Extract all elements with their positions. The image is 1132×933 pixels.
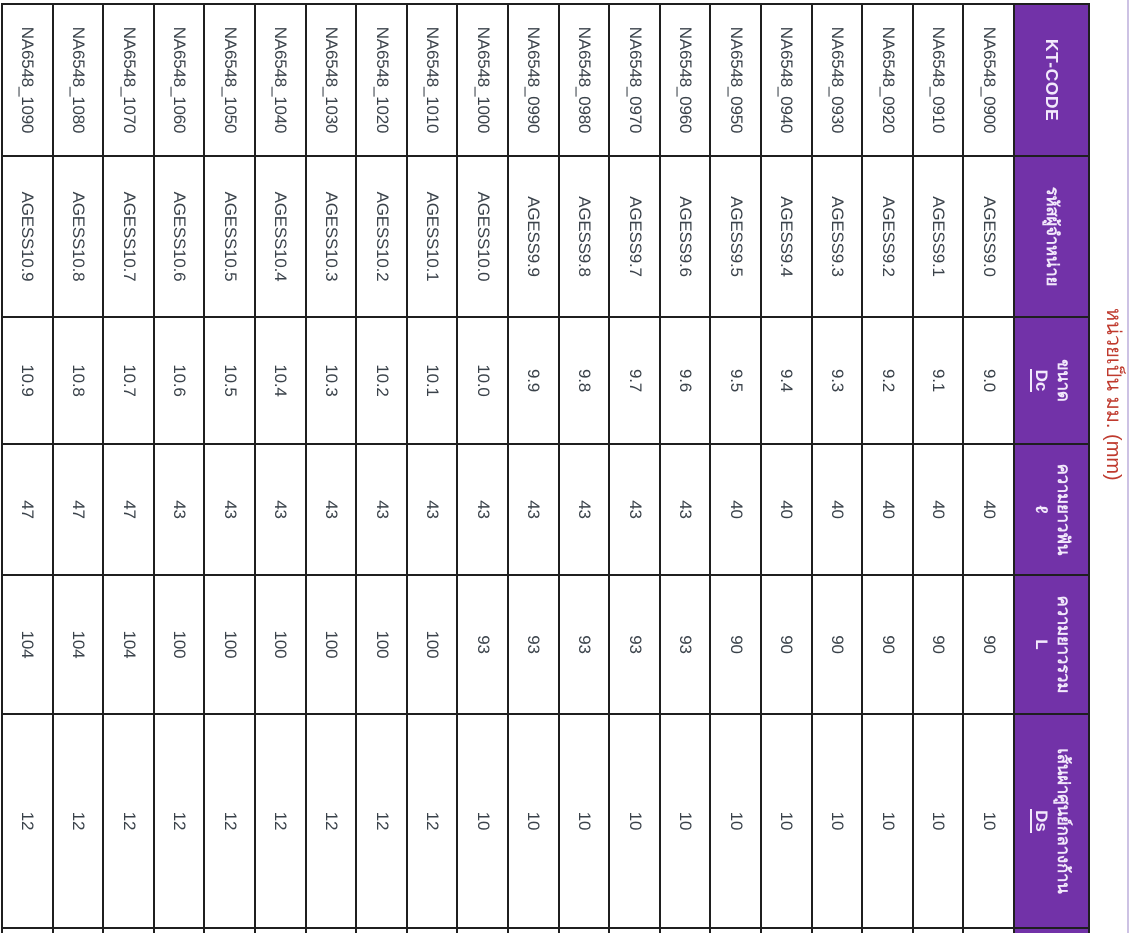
table-cell: 9.2 bbox=[862, 317, 913, 444]
table-row bbox=[913, 4, 964, 933]
table-cell: 43 bbox=[154, 444, 205, 575]
table-cell: 43 bbox=[255, 444, 306, 575]
table-cell: 93 bbox=[508, 575, 559, 714]
table-cell: 9.0 bbox=[963, 317, 1014, 444]
table-cell: 10 bbox=[609, 714, 660, 928]
table-cell: 40 bbox=[963, 444, 1014, 575]
table-cell: NA6548_1000 bbox=[457, 4, 508, 156]
table-cell: 9.9 bbox=[508, 317, 559, 444]
table-cell: AGESS10.5 bbox=[205, 156, 256, 317]
table-cell: 43 bbox=[457, 444, 508, 575]
table-cell: 10.8 bbox=[53, 317, 104, 444]
header-row bbox=[1014, 4, 1089, 933]
table-cell: 10 bbox=[761, 714, 812, 928]
table-cell-partial bbox=[913, 928, 964, 933]
table-row bbox=[660, 4, 711, 933]
table-cell-partial bbox=[2, 928, 53, 933]
table-cell: 12 bbox=[103, 714, 154, 928]
table-cell: NA6548_0980 bbox=[559, 4, 610, 156]
table-cell: 93 bbox=[660, 575, 711, 714]
table-row bbox=[963, 4, 1014, 933]
table-cell: 10.3 bbox=[306, 317, 357, 444]
table-cell: 43 bbox=[356, 444, 407, 575]
table-cell: 104 bbox=[2, 575, 53, 714]
table-cell: 10.6 bbox=[154, 317, 205, 444]
header-cell-overall-length bbox=[1014, 575, 1089, 714]
table-cell: NA6548_1080 bbox=[53, 4, 104, 156]
table-cell: NA6548_0930 bbox=[812, 4, 863, 156]
table-cell: 43 bbox=[508, 444, 559, 575]
table-cell: AGESS10.8 bbox=[53, 156, 104, 317]
spec-table bbox=[1, 3, 1090, 933]
table-cell: AGESS9.3 bbox=[812, 156, 863, 317]
table-row bbox=[761, 4, 812, 933]
table-cell: NA6548_0970 bbox=[609, 4, 660, 156]
table-row bbox=[255, 4, 306, 933]
table-cell: 40 bbox=[710, 444, 761, 575]
table-cell: NA6548_0990 bbox=[508, 4, 559, 156]
table-body bbox=[2, 4, 1014, 933]
table-cell: 10.9 bbox=[2, 317, 53, 444]
table-cell: 100 bbox=[205, 575, 256, 714]
header-label: ความยาวรวม bbox=[1054, 595, 1073, 694]
table-cell-partial bbox=[862, 928, 913, 933]
table-row bbox=[53, 4, 104, 933]
table-cell: NA6548_0910 bbox=[913, 4, 964, 156]
table-cell: 90 bbox=[710, 575, 761, 714]
table-cell: AGESS9.2 bbox=[862, 156, 913, 317]
table-row bbox=[609, 4, 660, 933]
table-cell: 12 bbox=[356, 714, 407, 928]
table-cell: 90 bbox=[761, 575, 812, 714]
table-cell: 12 bbox=[255, 714, 306, 928]
table-cell: 100 bbox=[407, 575, 458, 714]
table-row bbox=[508, 4, 559, 933]
table-cell: 9.4 bbox=[761, 317, 812, 444]
table-row bbox=[407, 4, 458, 933]
table-cell: 47 bbox=[103, 444, 154, 575]
table-cell: 40 bbox=[913, 444, 964, 575]
table-cell: 43 bbox=[609, 444, 660, 575]
table-cell: NA6548_0900 bbox=[963, 4, 1014, 156]
header-cell-shank-diameter bbox=[1014, 714, 1089, 928]
table-cell: 10 bbox=[812, 714, 863, 928]
table-cell: 12 bbox=[306, 714, 357, 928]
table-cell-partial bbox=[103, 928, 154, 933]
table-cell: 104 bbox=[53, 575, 104, 714]
table-cell: 43 bbox=[407, 444, 458, 575]
table-cell: AGESS10.3 bbox=[306, 156, 357, 317]
header-label: KT-CODE bbox=[1041, 38, 1062, 122]
table-cell: AGESS9.8 bbox=[559, 156, 610, 317]
table-cell: NA6548_1010 bbox=[407, 4, 458, 156]
table-cell: AGESS10.4 bbox=[255, 156, 306, 317]
table-cell: 40 bbox=[761, 444, 812, 575]
table-row bbox=[710, 4, 761, 933]
table-cell: 40 bbox=[812, 444, 863, 575]
table-cell: 10.5 bbox=[205, 317, 256, 444]
header-label: รหัสผู้จำหน่าย bbox=[1042, 186, 1061, 287]
table-cell: AGESS9.0 bbox=[963, 156, 1014, 317]
table-cell: NA6548_1040 bbox=[255, 4, 306, 156]
table-cell: 12 bbox=[53, 714, 104, 928]
table-row bbox=[862, 4, 913, 933]
table-cell-partial bbox=[306, 928, 357, 933]
table-row bbox=[154, 4, 205, 933]
table-cell: NA6548_0950 bbox=[710, 4, 761, 156]
table-cell: 10 bbox=[508, 714, 559, 928]
table-cell-partial bbox=[660, 928, 711, 933]
table-cell: AGESS10.1 bbox=[407, 156, 458, 317]
table-cell-partial bbox=[457, 928, 508, 933]
table-cell: 12 bbox=[2, 714, 53, 928]
table-row bbox=[306, 4, 357, 933]
table-cell: 47 bbox=[53, 444, 104, 575]
table-cell: 10 bbox=[710, 714, 761, 928]
table-cell: AGESS10.2 bbox=[356, 156, 407, 317]
table-cell: NA6548_1050 bbox=[205, 4, 256, 156]
table-cell: 10.2 bbox=[356, 317, 407, 444]
header-cell-diameter bbox=[1014, 317, 1089, 444]
table-cell: 9.8 bbox=[559, 317, 610, 444]
header-cell-vendor-code bbox=[1014, 156, 1089, 317]
table-row bbox=[2, 4, 53, 933]
header-label: ขนาด bbox=[1054, 359, 1073, 402]
table-cell-partial bbox=[356, 928, 407, 933]
table-cell: NA6548_1090 bbox=[2, 4, 53, 156]
top-divider-rule bbox=[1127, 0, 1129, 933]
table-cell-partial bbox=[53, 928, 104, 933]
table-cell: 43 bbox=[559, 444, 610, 575]
table-cell: 93 bbox=[457, 575, 508, 714]
table-cell: NA6548_0940 bbox=[761, 4, 812, 156]
table-cell: 47 bbox=[2, 444, 53, 575]
table-cell: 10 bbox=[559, 714, 610, 928]
table-cell: 90 bbox=[862, 575, 913, 714]
table-cell: NA6548_1070 bbox=[103, 4, 154, 156]
table-cell: AGESS10.6 bbox=[154, 156, 205, 317]
table-cell: 43 bbox=[660, 444, 711, 575]
table-cell-partial bbox=[963, 928, 1014, 933]
table-cell-partial bbox=[710, 928, 761, 933]
table-cell: 10 bbox=[913, 714, 964, 928]
table-cell: 100 bbox=[356, 575, 407, 714]
table-cell: 10 bbox=[660, 714, 711, 928]
table-cell: NA6548_1030 bbox=[306, 4, 357, 156]
header-cell-kt-code bbox=[1014, 4, 1089, 156]
table-cell: 100 bbox=[154, 575, 205, 714]
unit-note: หน่วยเป็น มม. (mm) bbox=[1102, 308, 1124, 481]
table-cell: 100 bbox=[255, 575, 306, 714]
table-cell-partial bbox=[205, 928, 256, 933]
table-row bbox=[103, 4, 154, 933]
table-cell: AGESS9.1 bbox=[913, 156, 964, 317]
header-cell-partial bbox=[1014, 928, 1089, 933]
table-cell-partial bbox=[761, 928, 812, 933]
table-cell: 43 bbox=[306, 444, 357, 575]
table-cell: AGESS9.9 bbox=[508, 156, 559, 317]
table-cell: 10 bbox=[457, 714, 508, 928]
table-cell: 10.1 bbox=[407, 317, 458, 444]
table-cell-partial bbox=[407, 928, 458, 933]
table-cell: AGESS10.0 bbox=[457, 156, 508, 317]
table-cell: NA6548_0920 bbox=[862, 4, 913, 156]
table-cell: 9.3 bbox=[812, 317, 863, 444]
table-cell: 10.7 bbox=[103, 317, 154, 444]
table-cell: 10.0 bbox=[457, 317, 508, 444]
table-cell: 90 bbox=[913, 575, 964, 714]
table-cell-partial bbox=[609, 928, 660, 933]
table-cell: AGESS9.4 bbox=[761, 156, 812, 317]
table-cell: AGESS9.7 bbox=[609, 156, 660, 317]
table-cell: 10 bbox=[963, 714, 1014, 928]
table-cell: 9.1 bbox=[913, 317, 964, 444]
table-row bbox=[457, 4, 508, 933]
table-cell: 40 bbox=[862, 444, 913, 575]
table-row bbox=[205, 4, 256, 933]
table-header bbox=[1014, 4, 1089, 933]
header-symbol: Dc bbox=[1032, 369, 1052, 392]
header-label: เส้นผ่าศูนย์กลางก้าน bbox=[1054, 748, 1073, 894]
table-cell-partial bbox=[812, 928, 863, 933]
table-cell: AGESS9.5 bbox=[710, 156, 761, 317]
table-row bbox=[356, 4, 407, 933]
table-cell-partial bbox=[154, 928, 205, 933]
table-cell-partial bbox=[255, 928, 306, 933]
table-cell: 10 bbox=[862, 714, 913, 928]
table-row bbox=[559, 4, 610, 933]
header-symbol: L bbox=[1032, 639, 1052, 650]
table-cell: 93 bbox=[559, 575, 610, 714]
table-cell: NA6548_1020 bbox=[356, 4, 407, 156]
table-cell: 104 bbox=[103, 575, 154, 714]
table-cell: 90 bbox=[963, 575, 1014, 714]
table-cell: 93 bbox=[609, 575, 660, 714]
table-cell: 43 bbox=[205, 444, 256, 575]
table-cell: NA6548_1060 bbox=[154, 4, 205, 156]
table-cell-partial bbox=[559, 928, 610, 933]
table-cell: 10.4 bbox=[255, 317, 306, 444]
table-cell: 12 bbox=[205, 714, 256, 928]
table-cell: AGESS10.9 bbox=[2, 156, 53, 317]
table-cell: 9.5 bbox=[710, 317, 761, 444]
table-cell: 12 bbox=[154, 714, 205, 928]
table-row bbox=[812, 4, 863, 933]
header-symbol: ℓ bbox=[1032, 505, 1052, 514]
header-cell-flute-length bbox=[1014, 444, 1089, 575]
table-cell: 9.6 bbox=[660, 317, 711, 444]
table-cell: NA6548_0960 bbox=[660, 4, 711, 156]
table-cell-partial bbox=[508, 928, 559, 933]
table-cell: 90 bbox=[812, 575, 863, 714]
table-cell: AGESS9.6 bbox=[660, 156, 711, 317]
table-cell: 12 bbox=[407, 714, 458, 928]
header-symbol: Ds bbox=[1032, 810, 1052, 832]
table-cell: 100 bbox=[306, 575, 357, 714]
table-cell: 9.7 bbox=[609, 317, 660, 444]
header-label: ความยาวฟัน bbox=[1054, 463, 1073, 556]
table-cell: AGESS10.7 bbox=[103, 156, 154, 317]
